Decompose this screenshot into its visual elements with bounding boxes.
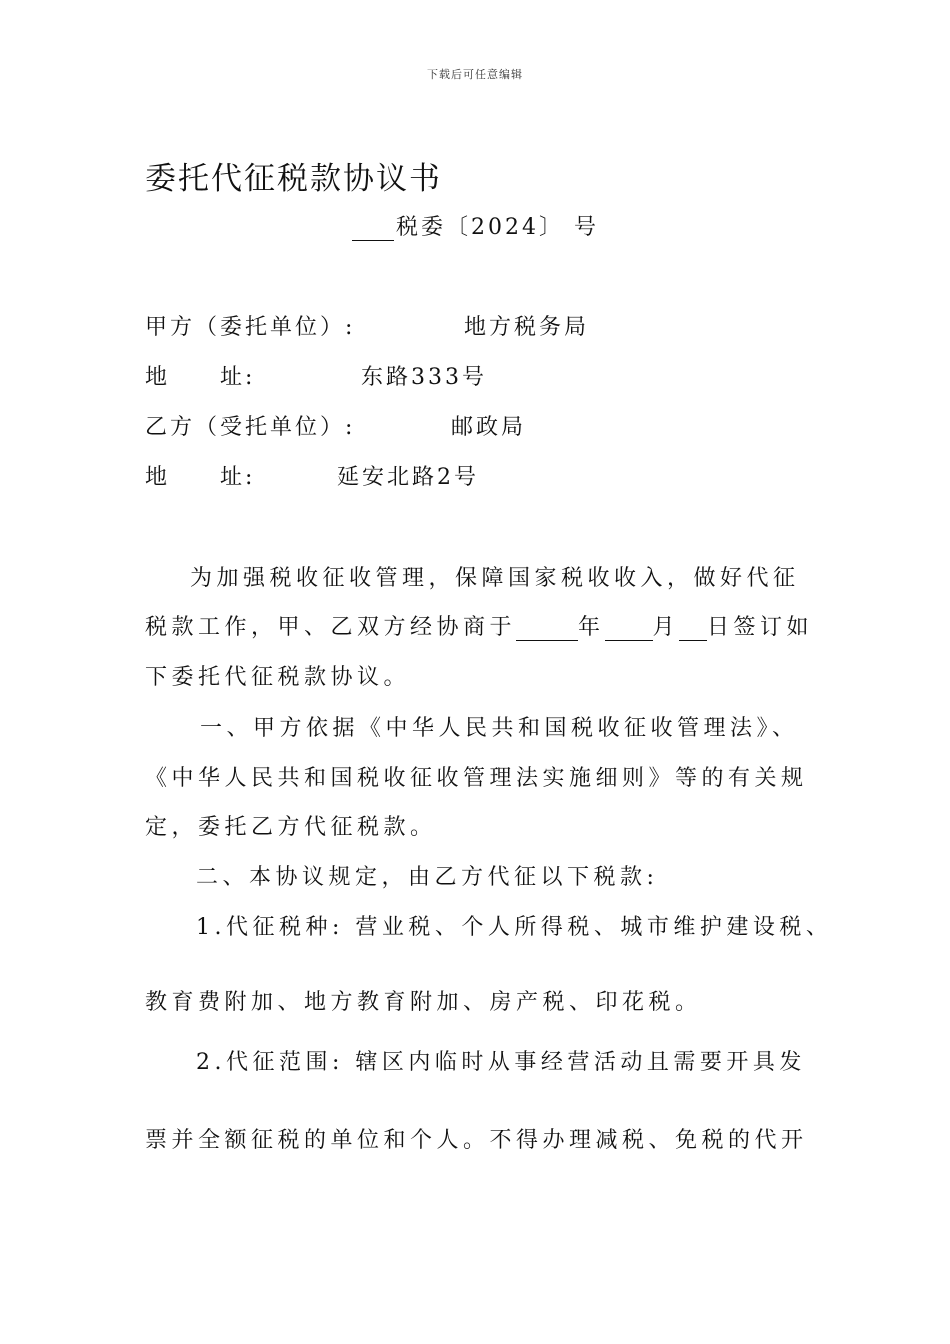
month-label: 月	[652, 615, 680, 640]
clause1-line-2: 《中华人民共和国税收征收管理法实施细则》等的有关规	[145, 766, 808, 791]
clause2-item1-line-2: 教育费附加、地方教育附加、房产税、印花税。	[145, 990, 702, 1015]
document-number	[352, 210, 599, 241]
clause2-item1-line-1: 1.代征税种: 营业税、个人所得税、城市维护建设税、	[196, 915, 833, 940]
intro-line-3: 下委托代征税款协议。	[145, 665, 411, 690]
doc-number-blank	[352, 218, 394, 241]
clause2-item2-line-2: 票并全额征税的单位和个人。不得办理减税、免税的代开	[145, 1128, 808, 1153]
clause1-line-3: 定，委托乙方代征税款。	[145, 815, 437, 840]
party-a-address-row	[145, 360, 487, 391]
clause1-line-1: 一、甲方依据《中华人民共和国税收征收管理法》、	[200, 716, 799, 741]
intro-line-1: 为加强税收征收管理，保障国家税收收入，做好代征	[190, 566, 800, 591]
party-b-address-value: 延安北路2号	[337, 465, 479, 490]
header-note: 下载后可任意编辑	[427, 68, 523, 81]
party-b-row	[145, 410, 527, 441]
party-a-label: 甲方（委托单位）:	[145, 315, 356, 340]
clause2-item2-line-1: 2.代征范围: 辖区内临时从事经营活动且需要开具发	[196, 1050, 806, 1075]
doc-number-suffix: 税委〔2024〕 号	[396, 215, 599, 240]
intro-line-2-text: 税款工作，甲、乙双方经协商于	[145, 615, 517, 640]
party-a-address-label: 地 址:	[145, 365, 256, 390]
party-a-address-value: 东路333号	[361, 365, 487, 390]
month-blank	[605, 618, 653, 641]
party-b-address-label: 地 址:	[145, 465, 256, 490]
clause2-heading: 二、本协议规定，由乙方代征以下税款:	[196, 865, 659, 890]
party-b-label: 乙方（受托单位）:	[145, 415, 356, 440]
party-b-value: 邮政局	[451, 415, 527, 440]
party-a-row	[145, 310, 590, 341]
day-blank	[679, 618, 707, 641]
document-title: 委托代征税款协议书	[145, 161, 442, 197]
party-a-value: 地方税务局	[464, 315, 590, 340]
year-blank	[516, 618, 578, 641]
year-label: 年	[578, 615, 605, 640]
party-b-address-row	[145, 460, 479, 491]
day-label-text: 日签订如	[707, 615, 814, 640]
intro-line-2	[145, 610, 813, 641]
